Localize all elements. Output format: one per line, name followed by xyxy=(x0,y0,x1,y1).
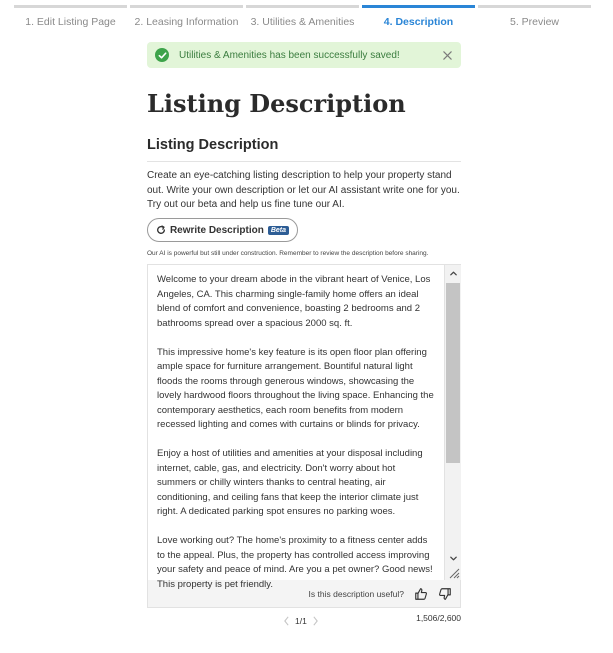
pagination xyxy=(281,615,321,627)
chevron-up-icon[interactable] xyxy=(445,265,461,281)
step-preview[interactable]: 5. Preview xyxy=(478,0,591,34)
chevron-right-icon[interactable] xyxy=(311,615,321,627)
resize-handle-icon[interactable] xyxy=(446,565,460,579)
chevron-left-icon[interactable] xyxy=(281,615,291,627)
toast-message: Utilities & Amenities has been successfully saved! xyxy=(179,49,400,61)
success-toast xyxy=(147,42,461,68)
feedback-question: Is this description useful? xyxy=(308,589,404,599)
progress-steps xyxy=(14,0,594,34)
character-count: 1,506/2,600 xyxy=(416,613,461,623)
refresh-icon xyxy=(156,225,166,235)
beta-badge: Beta xyxy=(268,226,289,235)
intro-text: Create an eye-catching listing description to help your property stand out. Write your own description or let our AI assistant write one for you. Try out our beta and help us fine tune our AI. xyxy=(147,170,460,210)
thumbs-up-icon[interactable] xyxy=(414,587,428,601)
step-description[interactable]: 4. Description xyxy=(362,0,475,34)
description-paragraph: This impressive home's key feature is its open floor plan offering ample space for furniture arrangement. Bountiful natural light floods the rooms through generous windows, showcasing the lovely hardwood floors throughout the living space. Enhancing the contemporary aesthetics, each room benefits from modern recessed lighting and comes with curtains or blinds for privacy. xyxy=(157,346,434,430)
pagination-text: 1/1 xyxy=(295,616,307,626)
close-icon[interactable] xyxy=(441,49,453,61)
ai-disclaimer: Our AI is powerful but still under construction. Remember to review the description before sharing. xyxy=(147,250,429,257)
check-circle-icon xyxy=(155,48,169,62)
step-leasing-information[interactable]: 2. Leasing Information xyxy=(130,0,243,34)
feedback-row xyxy=(309,587,452,601)
step-utilities-amenities[interactable]: 3. Utilities & Amenities xyxy=(246,0,359,34)
rewrite-description-button[interactable] xyxy=(147,218,298,242)
description-editor xyxy=(147,264,461,608)
step-edit-listing-page[interactable]: 1. Edit Listing Page xyxy=(14,0,127,34)
description-paragraph: Love working out? The home's proximity to a fitness center adds to the appeal. Plus, the property has controlled access improving your safety and peace of mind. Are you a pet owner? Good news! This property is pet friendly. xyxy=(157,535,433,590)
description-paragraph: Enjoy a host of utilities and amenities at your disposal including internet, cable, gas, and electricity. Don't worry about hot summers or chilly winters thanks to central heating, air conditioning, and ceiling fans that keep the interior climate just right. A dedicated parking spot ensures no parking woes. xyxy=(157,448,423,517)
description-textarea[interactable] xyxy=(148,265,445,590)
chevron-down-icon[interactable] xyxy=(445,550,461,566)
description-paragraph: Welcome to your dream abode in the vibrant heart of Venice, Los Angeles, CA. This charming single-family home offers an ideal blend of comfort and convenience, boasting 2 bedrooms and 2 bathrooms spread over a spacious 2000 sq. ft. xyxy=(157,274,431,329)
section-title: Listing Description xyxy=(147,137,279,153)
page-title: Listing Description xyxy=(147,89,406,118)
thumbs-down-icon[interactable] xyxy=(438,587,452,601)
rewrite-button-label: Rewrite Description xyxy=(169,224,264,236)
scroll-thumb[interactable] xyxy=(446,283,460,463)
section-divider xyxy=(147,161,461,162)
textarea-scrollbar[interactable] xyxy=(445,265,461,580)
